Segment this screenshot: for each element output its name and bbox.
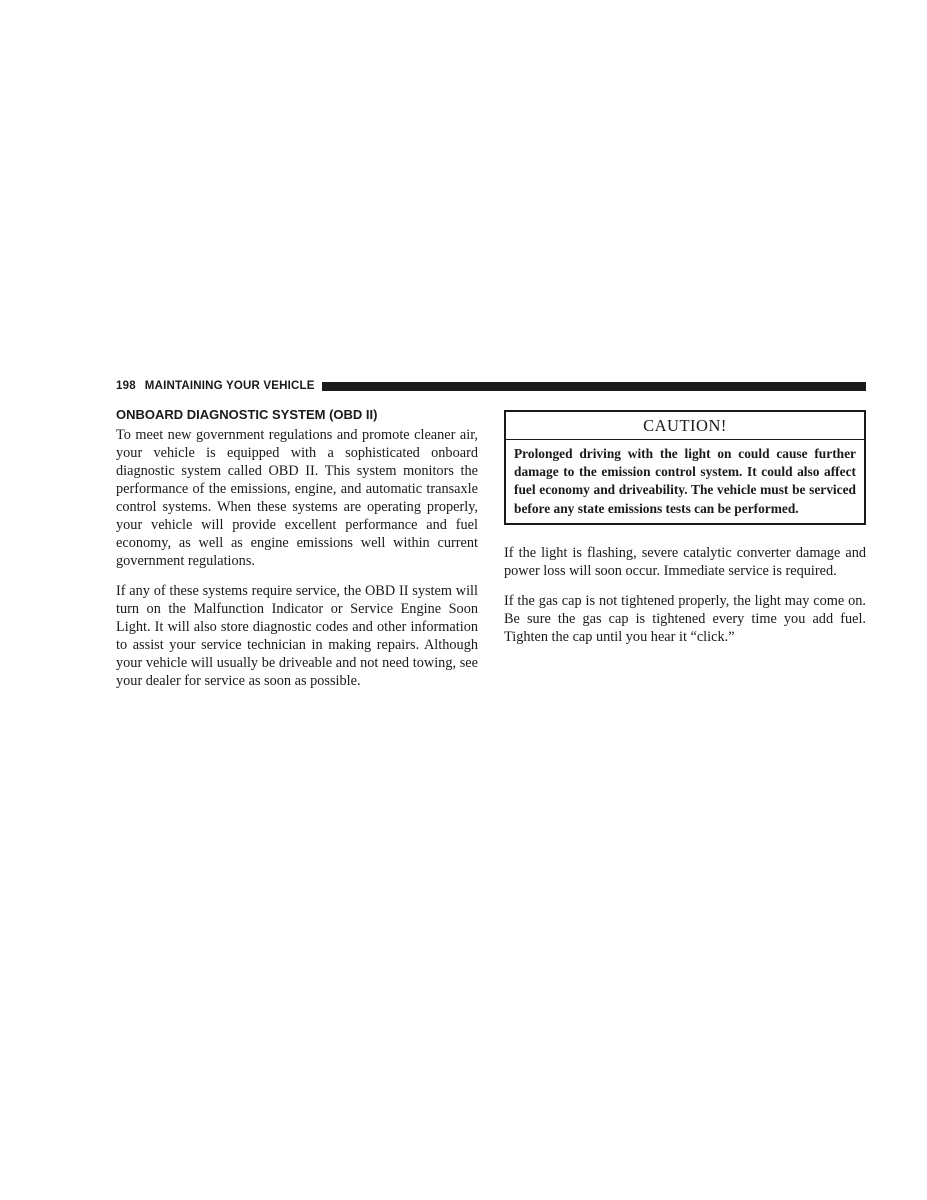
right-column bbox=[504, 410, 866, 658]
page-header bbox=[116, 378, 866, 394]
caution-text: Prolonged driving with the light on could cause further damage to the emission control system. It could also affect fuel economy and driveability. The vehicle must be serviced before any state emissions tests can be performed. bbox=[514, 446, 856, 516]
header-rule bbox=[322, 382, 866, 391]
left-column bbox=[116, 406, 478, 702]
obd-paragraph-2: If any of these systems require service, the OBD II system will turn on the Malfunction Indicator or Service Engine Soon Light. It will also store diagnostic codes and other information to assist your service technician in making repairs. Although your vehicle will usually be driveable and not need towing, see your dealer for service as soon as possible. bbox=[116, 583, 478, 689]
obd-heading: ONBOARD DIAGNOSTIC SYSTEM (OBD II) bbox=[116, 407, 378, 422]
caution-box bbox=[504, 410, 866, 525]
caution-title: CAUTION! bbox=[506, 412, 864, 440]
obd-paragraph-1: To meet new government regulations and promote cleaner air, your vehicle is equipped with a sophisticated onboard diagnostic system called OBD II. This system monitors the performance of the emissions, engine, and automatic transaxle control systems. When these systems are operating properly, your vehicle will provide excellent performance and fuel economy, as well as engine emissions well within current government regulations. bbox=[116, 427, 478, 569]
gas-cap-paragraph: If the gas cap is not tightened properly, the light may come on. Be sure the gas cap is tightened every time you add fuel. Tighten the cap until you hear it “click.” bbox=[504, 592, 866, 645]
flashing-light-paragraph: If the light is flashing, severe catalytic converter damage and power loss will soon occur. Immediate service is required. bbox=[504, 544, 866, 579]
section-title: MAINTAINING YOUR VEHICLE bbox=[144, 380, 315, 392]
page-number: 198 bbox=[116, 380, 136, 392]
